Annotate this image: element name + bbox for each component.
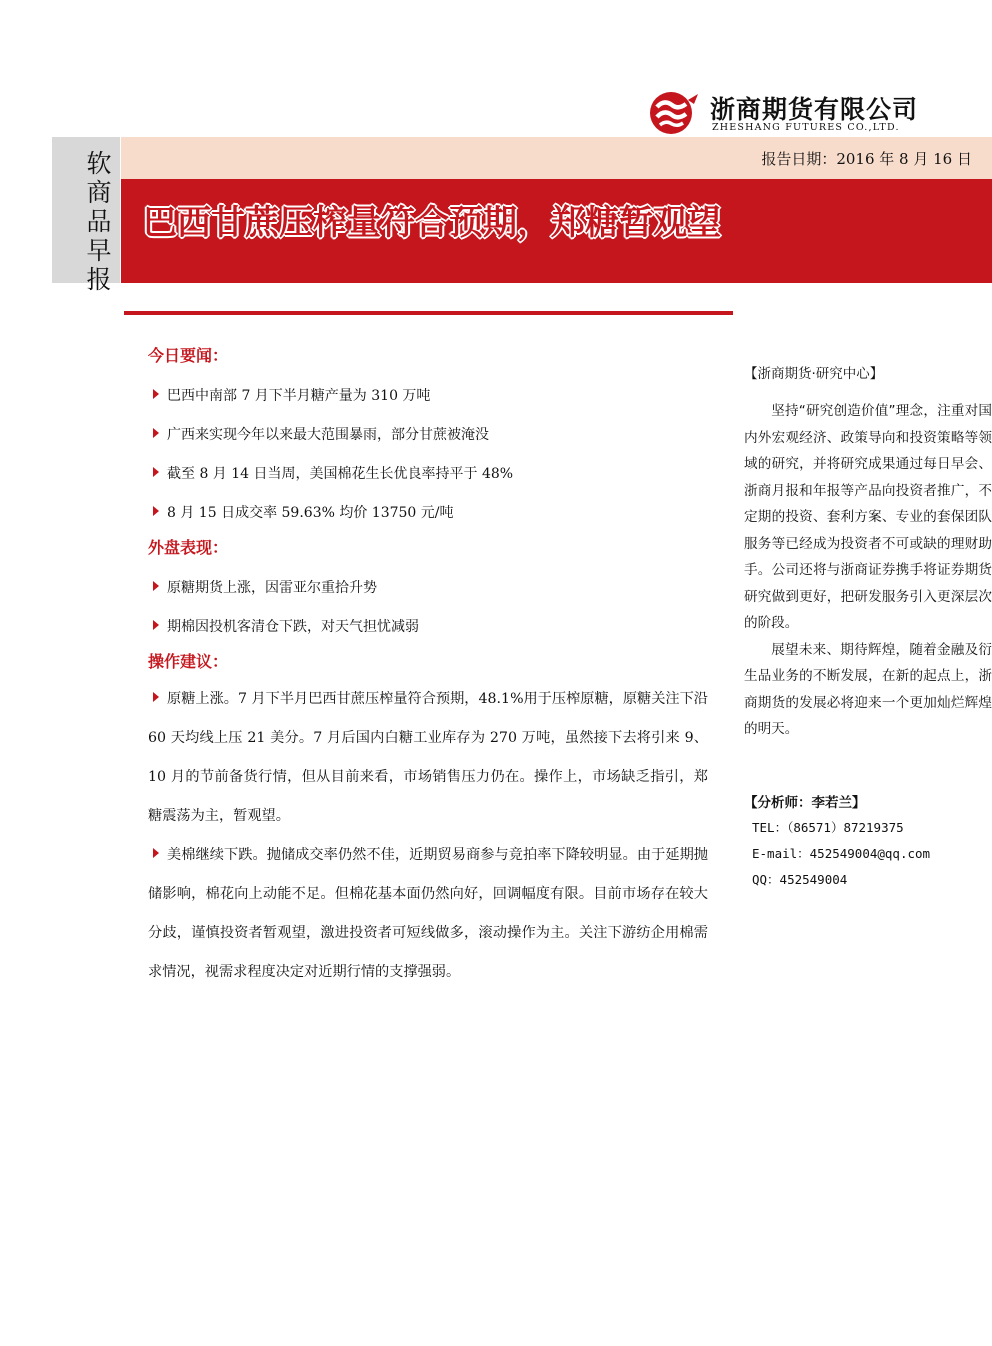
report-title: 巴西甘蔗压榨量符合预期，郑糖暂观望 xyxy=(143,203,721,243)
divider-rule xyxy=(124,311,733,315)
intro-paragraph: 展望未来、期待辉煌，随着金融及衍生品业务的不断发展，在新的起点上，浙商期货的发展必将迎来一个更加灿烂辉煌的明天。 xyxy=(744,641,992,737)
bullet-arrow-icon xyxy=(153,467,159,477)
news-item: 8 月 15 日成交率 59.63% 均价 13750 元/吨 xyxy=(153,502,454,522)
research-center-intro xyxy=(744,398,992,743)
analyst-tel: TEL：（86571）87219375 xyxy=(752,820,904,835)
report-category-text: 软商品早报 xyxy=(86,149,112,294)
bullet-arrow-icon xyxy=(153,581,159,591)
title-band xyxy=(121,179,992,283)
bullet-arrow-icon xyxy=(153,506,159,516)
news-item: 广西来实现今年以来最大范围暴雨，部分甘蔗被淹没 xyxy=(153,424,489,444)
advice-paragraph-sugar: 原糖上涨。7 月下半月巴西甘蔗压榨量符合预期，48.1%用于压榨原糖，原糖关注下沿 60 天均线上压 21 美分。7 月后国内白糖工业库存为 270 万吨，虽然接下去将引来 9、10 月的节前备货行情，但从目前来看，市场销售压力仍在。操作上，市场缺乏指引，郑糖震荡为主，暂观望。 xyxy=(148,691,708,824)
analyst-name: 【分析师：李若兰】 xyxy=(744,795,866,811)
date-band xyxy=(121,137,992,179)
section-heading-overseas: 外盘表现： xyxy=(148,538,229,557)
overseas-item: 期棉因投机客清仓下跌，对天气担忧减弱 xyxy=(153,616,419,636)
company-logo xyxy=(648,90,938,136)
news-item: 巴西中南部 7 月下半月糖产量为 310 万吨 xyxy=(153,385,430,405)
analyst-email: E-mail：452549004@qq.com xyxy=(752,846,931,861)
zheshang-logo-icon xyxy=(648,90,702,136)
analyst-qq: QQ：452549004 xyxy=(752,872,848,887)
company-name-cn: 浙商期货有限公司 xyxy=(710,95,919,124)
overseas-item: 原糖期货上涨，因雷亚尔重拾升势 xyxy=(153,577,377,597)
news-item: 截至 8 月 14 日当周，美国棉花生长优良率持平于 48% xyxy=(153,463,513,483)
bullet-arrow-icon xyxy=(153,389,159,399)
advice-paragraph-cotton: 美棉继续下跌。抛储成交率仍然不佳，近期贸易商参与竞拍率下降较明显。由于延期抛储影响，棉花向上动能不足。但棉花基本面仍然向好，回调幅度有限。目前市场存在较大分歧，谨慎投资者暂观望，激进投资者可短线做多，滚动操作为主。关注下游纺企用棉需求情况，视需求程度决定对近期行情的支撑强弱。 xyxy=(148,847,708,980)
company-name-en: ZHESHANG FUTURES CO.,LTD. xyxy=(712,122,900,133)
bullet-arrow-icon xyxy=(153,848,159,858)
research-center-heading: 【浙商期货·研究中心】 xyxy=(744,366,884,382)
bullet-arrow-icon xyxy=(153,692,159,702)
section-heading-advice: 操作建议： xyxy=(148,652,229,671)
section-heading-today-news: 今日要闻： xyxy=(148,346,229,365)
report-date: 报告日期：2016 年 8 月 16 日 xyxy=(761,150,972,168)
report-category-label xyxy=(52,137,120,294)
intro-paragraph: 坚持“研究创造价值”理念，注重对国内外宏观经济、政策导向和投资策略等领域的研究，并将研究成果通过每日早会、浙商月报和年报等产品向投资者推广，不定期的投资、套利方案、专业的套保团队服务等已经成为投资者不可或缺的理财助手。公司还将与浙商证券携手将证券期货研究做到更好，把研发服务引入更深层次的阶段。 xyxy=(744,403,992,631)
bullet-arrow-icon xyxy=(153,620,159,630)
bullet-arrow-icon xyxy=(153,428,159,438)
